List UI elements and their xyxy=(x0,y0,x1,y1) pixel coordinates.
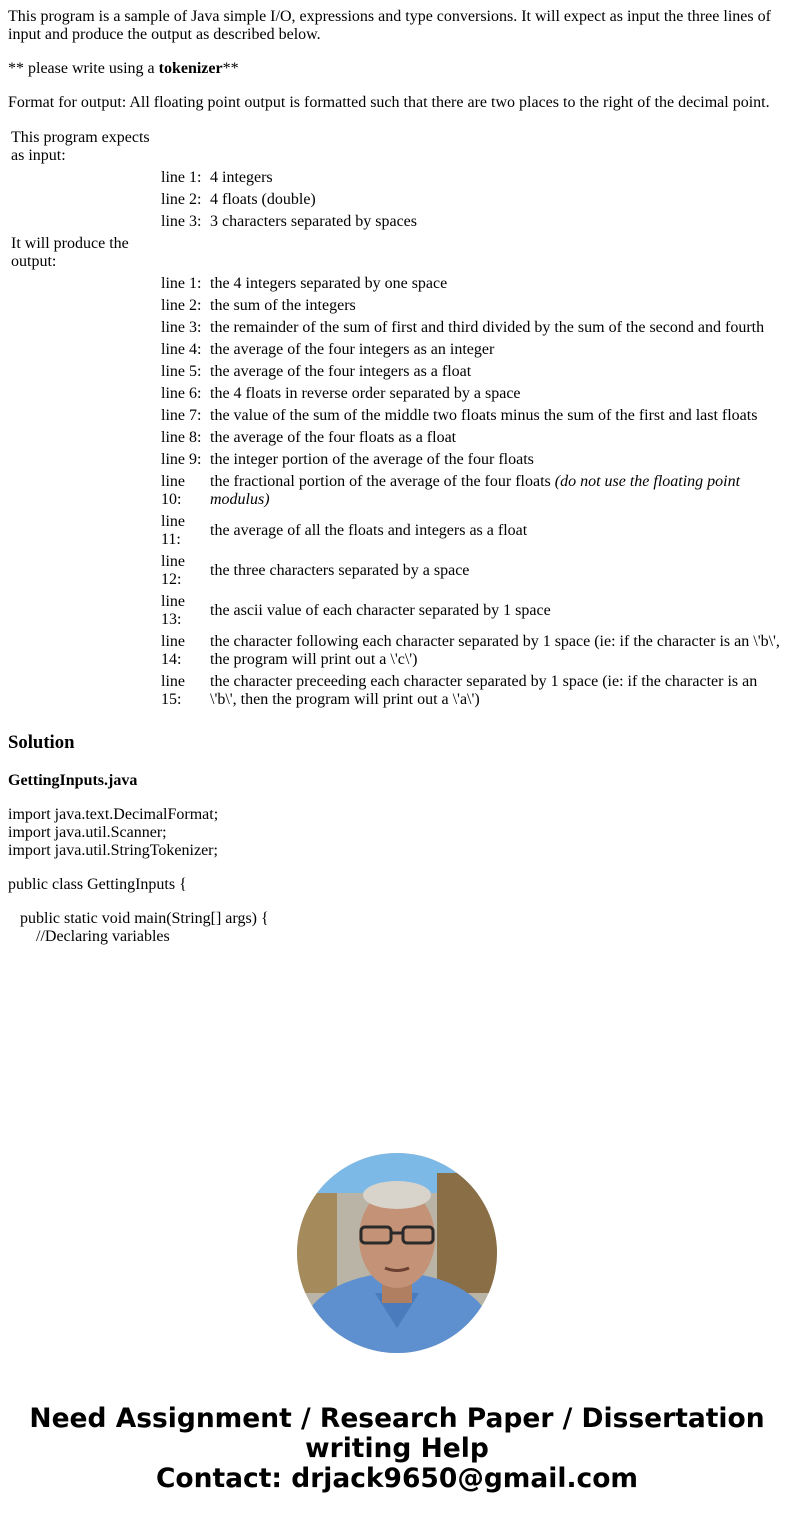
line-label: line 9: xyxy=(161,451,202,468)
input-line-row xyxy=(10,168,781,188)
output-heading-text: It will produce the output: xyxy=(11,235,129,270)
intro-paragraph: This program is a sample of Java simple I/O, expressions and type conversions. It will expect as input the three lines of input and produce the output as described below. xyxy=(8,8,771,43)
footer-line-1: Need Assignment / Research Paper / Dissertation xyxy=(29,1403,765,1434)
line-label: line 4: xyxy=(161,341,202,358)
line-description xyxy=(209,632,781,670)
output-line-row xyxy=(10,406,781,426)
line-description-text: the 4 integers separated by one space xyxy=(210,275,448,292)
line-description-text: the ascii value of each character separated by 1 space xyxy=(210,602,551,619)
line-description-text: the value of the sum of the middle two floats minus the sum of the first and last floats xyxy=(210,407,758,424)
line-description-text: the fractional portion of the average of the four floats xyxy=(210,473,555,490)
footer-contact xyxy=(0,1404,794,1494)
line-description xyxy=(209,296,781,316)
footer-line-2: writing Help xyxy=(305,1433,489,1464)
output-line-row xyxy=(10,512,781,550)
line-label: line 6: xyxy=(161,385,202,402)
line-label: line 1: xyxy=(161,169,202,186)
output-line-row xyxy=(10,362,781,382)
line-description xyxy=(209,318,781,338)
code-main-method: public static void main(String[] args) { //Declaring variables xyxy=(20,910,269,945)
output-line-row xyxy=(10,318,781,338)
line-label: line 15: xyxy=(161,673,185,708)
output-line-row xyxy=(10,384,781,404)
line-label: line 14: xyxy=(161,633,185,668)
line-description-text: 4 integers xyxy=(210,169,273,186)
output-line-row xyxy=(10,592,781,630)
format-note: Format for output: All floating point output is formatted such that there are two places to the right of the decimal point. xyxy=(8,94,770,111)
line-label: line 2: xyxy=(161,191,202,208)
output-heading xyxy=(10,234,781,272)
line-label: line 11: xyxy=(161,513,185,548)
code-imports: import java.text.DecimalFormat; import java.util.Scanner; import java.util.StringTokenizer; xyxy=(8,806,219,859)
line-description xyxy=(209,450,781,470)
line-description-text: the sum of the integers xyxy=(210,297,356,314)
line-label: line 5: xyxy=(161,363,202,380)
output-line-row xyxy=(10,472,781,510)
line-description xyxy=(209,428,781,448)
line-description xyxy=(209,552,781,590)
output-line-row xyxy=(10,552,781,590)
output-line-row xyxy=(10,672,781,710)
line-description xyxy=(209,592,781,630)
line-description xyxy=(209,384,781,404)
output-line-row xyxy=(10,632,781,670)
line-description-text: the character following each character separated by 1 space (ie: if the character is an \'b\', the program will print out a \'c\') xyxy=(210,633,780,668)
line-label: line 7: xyxy=(161,407,202,424)
input-line-row xyxy=(10,190,781,210)
author-avatar xyxy=(297,1153,497,1353)
tokenizer-note xyxy=(8,60,786,78)
output-line-row xyxy=(10,340,781,360)
output-line-row xyxy=(10,428,781,448)
line-description-text: the character preceeding each character separated by 1 space (ie: if the character is an \'b\', then the program will print out a \'a\') xyxy=(210,673,758,708)
line-description xyxy=(209,512,781,550)
code-class-declaration: public class GettingInputs { xyxy=(8,876,187,893)
input-line-row xyxy=(10,212,781,232)
line-label: line 10: xyxy=(161,473,185,508)
line-description xyxy=(209,406,781,426)
output-line-row xyxy=(10,450,781,470)
line-description-text: the average of all the floats and integers as a float xyxy=(210,522,528,539)
line-description-text: the remainder of the sum of first and third divided by the sum of the second and fourth xyxy=(210,319,765,336)
output-line-row xyxy=(10,274,781,294)
line-label: line 3: xyxy=(161,213,202,230)
input-heading-text: This program expects as input: xyxy=(11,129,150,164)
line-description xyxy=(209,362,781,382)
line-description-text: the average of the four floats as a float xyxy=(210,429,457,446)
line-description-text: the average of the four integers as a float xyxy=(210,363,472,380)
document-body xyxy=(8,8,786,962)
line-label: line 2: xyxy=(161,297,202,314)
spec-table xyxy=(8,126,783,712)
line-description xyxy=(209,672,781,710)
output-line-row xyxy=(10,296,781,316)
line-description xyxy=(209,168,781,188)
footer-line-3: Contact: drjack9650@gmail.com xyxy=(155,1463,639,1494)
input-heading xyxy=(10,128,781,166)
line-description-text: the 4 floats in reverse order separated by a space xyxy=(210,385,521,402)
tokenizer-note-bold: tokenizer xyxy=(158,60,223,77)
author-photo xyxy=(297,1153,497,1353)
line-description-note: (do not use the floating point modulus) xyxy=(210,473,741,508)
line-description xyxy=(209,340,781,360)
line-description xyxy=(209,472,781,510)
tokenizer-note-suffix: ** xyxy=(222,60,239,77)
line-label: line 12: xyxy=(161,553,185,588)
line-description-text: 3 characters separated by spaces xyxy=(210,213,417,230)
line-label: line 13: xyxy=(161,593,185,628)
solution-heading: Solution xyxy=(8,732,75,753)
file-name: GettingInputs.java xyxy=(8,772,138,789)
line-description-text: 4 floats (double) xyxy=(210,191,316,208)
line-description xyxy=(209,274,781,294)
tokenizer-note-prefix: ** please write using a xyxy=(8,60,159,77)
line-description-text: the average of the four integers as an integer xyxy=(210,341,495,358)
line-description-text: the three characters separated by a space xyxy=(210,562,470,579)
line-label: line 3: xyxy=(161,319,202,336)
line-label: line 8: xyxy=(161,429,202,446)
line-description-text: the integer portion of the average of the four floats xyxy=(210,451,534,468)
line-label: line 1: xyxy=(161,275,202,292)
line-description xyxy=(209,190,781,210)
line-description xyxy=(209,212,781,232)
